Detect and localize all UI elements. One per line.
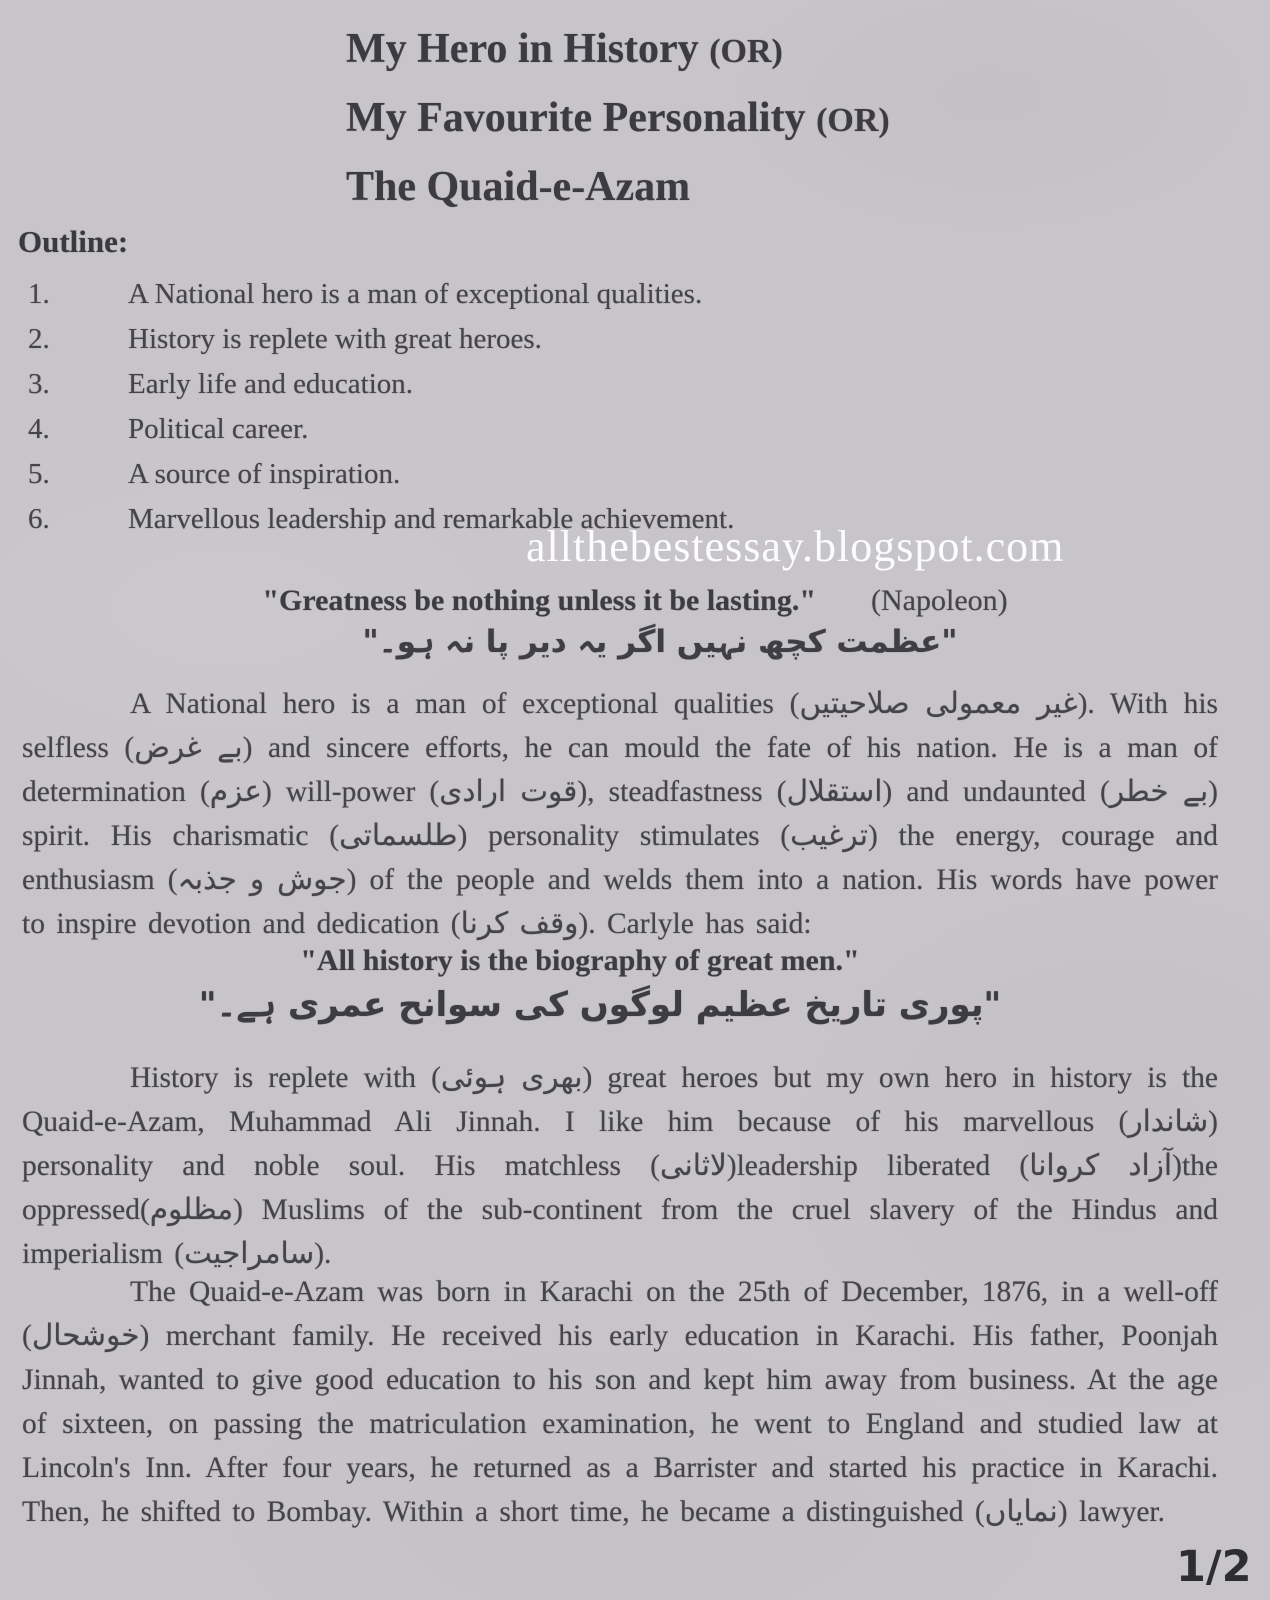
essay-title-2: [346, 85, 890, 154]
napoleon-quote-line: [0, 581, 1270, 621]
outline-item-number: 6.: [28, 503, 50, 535]
napoleon-attribution: (Napoleon): [871, 584, 1008, 617]
outline-item-text: History is replete with great heroes.: [128, 323, 542, 355]
paragraph-history-replete: History is replete with (بھری ہوئی) great heroes but my own hero in history is the Quaid-e-Azam, Muhammad Ali Jinnah. I like him because of his marvellous (شاندار) personality and noble soul. His matchless (لاثانی)leadership liberated (آزاد کروانا)the oppressed(مظلوم) Muslims of the sub-continent from the cruel slavery of the Hindus and imperialism (سامراجیت).: [22, 1062, 1218, 1270]
outline-item-text: Political career.: [128, 413, 309, 445]
outline-item-text: Early life and education.: [128, 368, 414, 400]
outline-item-number: 2.: [28, 323, 50, 355]
outline-item: [28, 317, 1210, 362]
essay-title-3: [346, 154, 890, 223]
essay-title-2-main: My Favourite Personality: [346, 95, 817, 141]
outline-item-number: 3.: [28, 368, 50, 400]
essay-title-1-or: (OR): [709, 33, 783, 70]
outline-item: [28, 452, 1210, 497]
outline-item-text: Marvellous leadership and remarkable achievement.: [128, 503, 735, 535]
page-number: 1/2: [1176, 1542, 1252, 1592]
napoleon-quote: "Greatness be nothing unless it be lasting.": [262, 584, 817, 617]
outline-item-number: 5.: [28, 458, 50, 490]
carlyle-quote-urdu: "پوری تاریخ عظیم لوگوں کی سوانح عمری ہے۔": [198, 985, 1002, 1025]
outline-item: [28, 362, 1210, 407]
essay-title-3-main: The Quaid-e-Azam: [346, 164, 691, 210]
outline-heading: Outline:: [18, 224, 129, 259]
outline-item-text: A National hero is a man of exceptional qualities.: [128, 278, 703, 310]
outline-item-number: 4.: [28, 413, 50, 445]
outline-item-text: A source of inspiration.: [128, 458, 401, 490]
paragraph-early-life: The Quaid-e-Azam was born in Karachi on the 25th of December, 1876, in a well-off (خوشحال) merchant family. He received his early education in Karachi. His father, Poonjah Jinnah, wanted to give good education to his son and kept him away from business. At the age of sixteen, on passing the matriculation examination, he went to England and studied law at Lincoln's Inn. After four years, he returned as a Barrister and started his practice in Karachi. Then, he shifted to Bombay. Within a short time, he became a distinguished (نمایاں) lawyer.: [22, 1276, 1218, 1528]
watermark-text: allthebestessay.blogspot.com: [526, 522, 1065, 571]
napoleon-quote-urdu: "عظمت کچھ نہیں اگر یہ دیر پا نہ ہو۔": [362, 624, 958, 660]
essay-title-1: [346, 16, 890, 85]
paragraph-national-hero: A National hero is a man of exceptional qualities (غیر معمولی صلاحیتیں). With his selfless (بے غرض) and sincere efforts, he can mould the fate of his nation. He is a man of determination (عزم) will-power (قوت ارادی), steadfastness (استقلال) and undaunted (بے خطر) spirit. His charismatic (طلسماتی) personality stimulates (ترغیب) the energy, courage and enthusiasm (جوش و جذبہ) of the people and welds them into a nation. His words have power to inspire devotion and dedication (وقف کرنا). Carlyle has said:: [22, 688, 1219, 940]
outline-item-number: 1.: [28, 278, 50, 310]
carlyle-quote: "All history is the biography of great men.": [300, 944, 860, 977]
essay-title-2-or: (OR): [816, 102, 890, 139]
essay-title-1-main: My Hero in History: [346, 26, 710, 72]
title-block: [346, 16, 890, 223]
outline-item: [28, 407, 1210, 452]
outline-list: [28, 272, 1210, 542]
outline-item: [28, 272, 1210, 317]
